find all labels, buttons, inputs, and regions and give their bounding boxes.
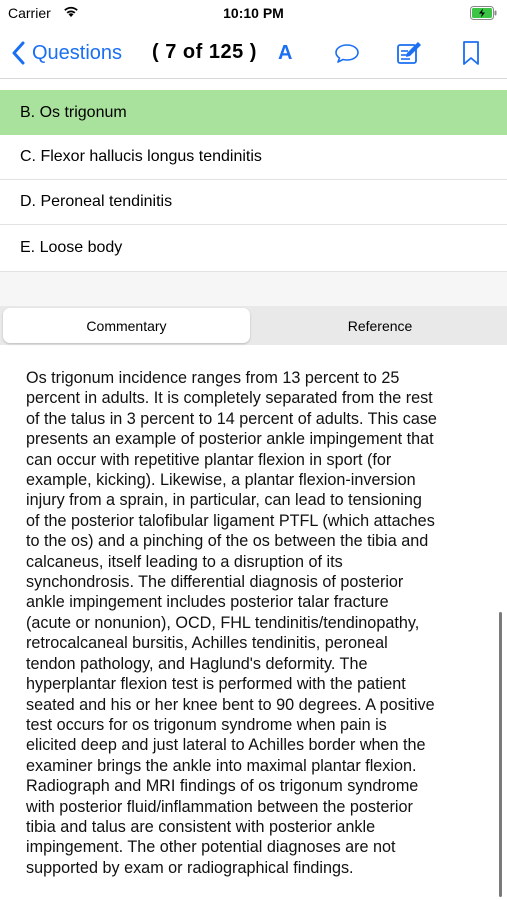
chevron-left-icon bbox=[12, 41, 26, 65]
bookmark-icon[interactable] bbox=[458, 40, 484, 66]
commentary-line: example, kicking). Likewise, a plantar flexion-inversion bbox=[26, 471, 416, 490]
commentary-line: tibia and talus are consistent with posterior ankle bbox=[26, 817, 376, 836]
carrier-label: Carrier bbox=[8, 5, 51, 21]
answer-label: E. Loose body bbox=[20, 239, 123, 256]
commentary-line: Os trigonum incidence ranges from 13 percent to 25 bbox=[26, 369, 400, 387]
back-button-label: Questions bbox=[32, 41, 123, 64]
commentary-line: elicited deep and just lateral to Achilles border when the bbox=[26, 736, 426, 755]
answer-label: B. Os trigonum bbox=[20, 103, 127, 121]
commentary-line: percent in adults. It is completely separated from the rest bbox=[26, 389, 433, 408]
chat-bubble-icon[interactable] bbox=[334, 40, 360, 66]
answer-label: C. Flexor hallucis longus tendinitis bbox=[20, 148, 262, 165]
question-counter: ( 7 of 125 ) bbox=[152, 41, 257, 63]
commentary-line: Radiograph and MRI findings of os trigonum syndrome bbox=[26, 777, 419, 796]
answer-option-e[interactable] bbox=[0, 225, 507, 272]
clock: 10:10 PM bbox=[223, 5, 284, 21]
commentary-line: examiner brings the ankle into maximal plantar flexion. bbox=[26, 756, 417, 775]
tab-commentary[interactable]: Commentary bbox=[3, 308, 250, 343]
answer-list bbox=[0, 90, 507, 272]
tab-reference[interactable]: Reference bbox=[347, 317, 413, 334]
font-size-button[interactable]: A bbox=[278, 42, 293, 64]
answer-option-b[interactable] bbox=[0, 90, 507, 135]
commentary-line: retrocalcaneal bursitis, Achilles tendinitis, peroneal bbox=[26, 634, 388, 653]
commentary-line: can occur with repetitive plantar flexion in sport (for bbox=[26, 450, 392, 469]
back-to-questions-button[interactable] bbox=[12, 38, 122, 68]
commentary-line: tendon pathology, and Haglund's deformity. The bbox=[26, 654, 368, 673]
commentary-line: of the talus in 3 percent to 14 percent of adults. This case bbox=[26, 409, 437, 428]
commentary-line: (acute or nonunion), OCD, FHL tendinitis/tendinopathy, bbox=[26, 613, 420, 632]
commentary-reference-segmented-control bbox=[0, 306, 507, 345]
navigation-bar bbox=[0, 28, 507, 79]
commentary-line: presents an example of posterior ankle impingement that bbox=[26, 430, 434, 449]
edit-note-icon[interactable] bbox=[396, 40, 422, 66]
status-bar bbox=[0, 0, 507, 28]
commentary-line: supported by exam or radiographical findings. bbox=[26, 858, 354, 877]
commentary-line: ankle impingement includes posterior talar fracture bbox=[26, 593, 389, 612]
commentary-line: seated and his or her knee bent to 90 degrees. A positive bbox=[26, 695, 435, 714]
commentary-line: to the os) and a pinching of the os between the tibia and bbox=[26, 532, 429, 551]
commentary-line: calcaneus, itself leading to a disruption of its bbox=[26, 552, 343, 571]
commentary-line: injury from a sprain, in particular, can lead to tensioning bbox=[26, 491, 422, 510]
commentary-line: with posterior fluid/inflammation between the posterior bbox=[26, 797, 413, 816]
answer-option-c[interactable] bbox=[0, 135, 507, 180]
commentary-line: hyperplantar flexion test is performed with the patient bbox=[26, 675, 406, 694]
commentary-text bbox=[26, 368, 486, 878]
commentary-line: of the posterior talofibular ligament PTFL (which attaches bbox=[26, 511, 435, 530]
battery-charging-icon bbox=[470, 6, 498, 20]
section-spacer bbox=[0, 272, 507, 306]
commentary-line: impingement. The other potential diagnoses are not bbox=[26, 838, 396, 857]
answer-option-d[interactable] bbox=[0, 180, 507, 225]
scrollbar[interactable] bbox=[499, 612, 502, 897]
answer-label: D. Peroneal tendinitis bbox=[20, 193, 173, 210]
commentary-line: test occurs for os trigonum syndrome when pain is bbox=[26, 715, 387, 734]
commentary-line: synchondrosis. The differential diagnosis of posterior bbox=[26, 573, 404, 592]
